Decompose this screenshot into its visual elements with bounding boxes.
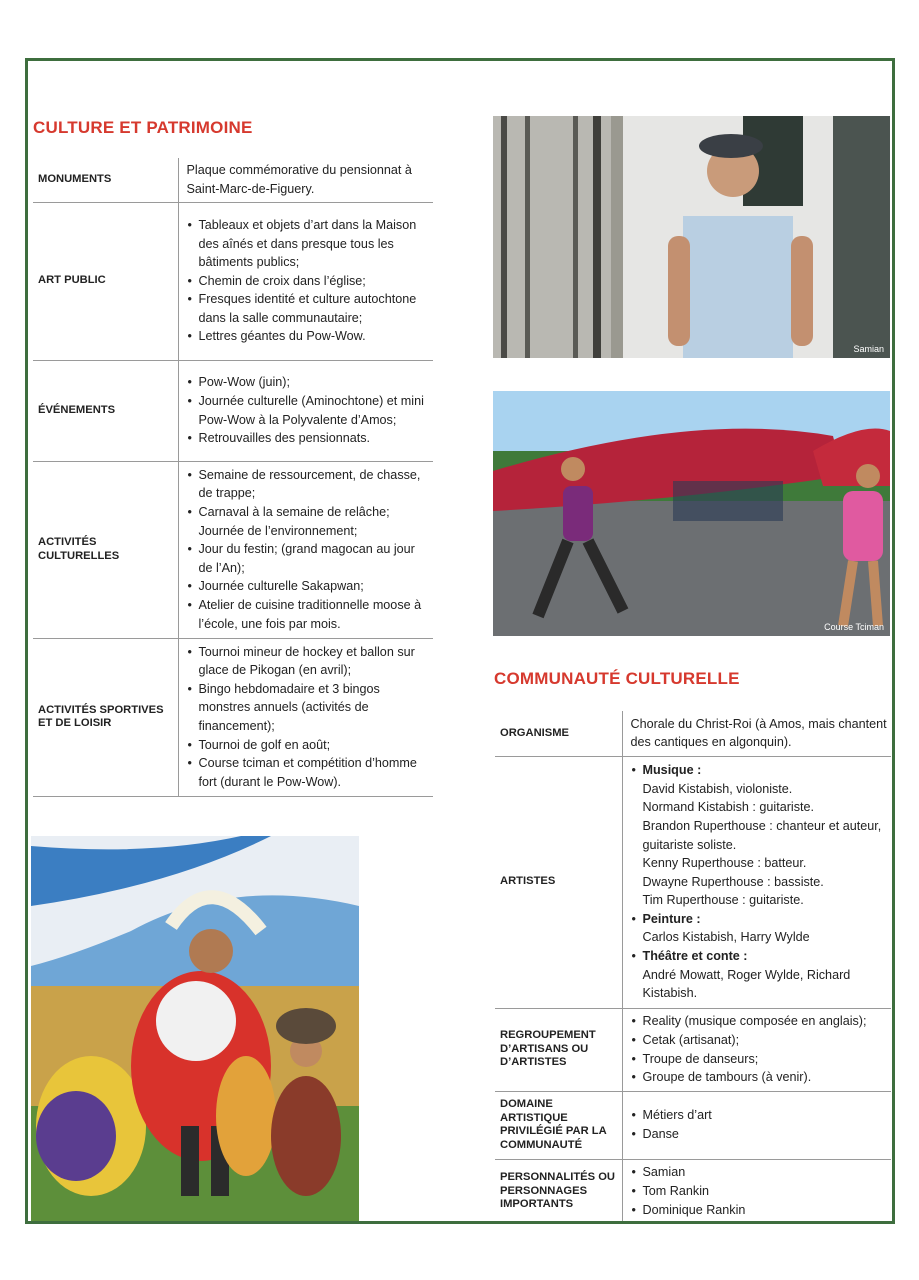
list-item: • Atelier de cuisine traditionnelle moose à l’école, une fois par mois.	[187, 596, 430, 633]
table-row	[33, 158, 433, 202]
list-item: • Lettres géantes du Pow-Wow.	[187, 327, 430, 346]
painting-heading: Peinture :	[642, 911, 701, 926]
canoe-race-image	[493, 391, 890, 636]
bullet-list	[631, 1012, 888, 1086]
powwow-dancer-photo	[31, 836, 359, 1221]
artist-line: David Kistabish, violoniste.	[642, 781, 793, 796]
list-item: • Tom Rankin	[631, 1182, 888, 1201]
artist-line: Carlos Kistabish, Harry Wylde	[642, 930, 810, 945]
row-label: MONUMENTS	[33, 158, 178, 202]
list-item: • Dominique Rankin	[631, 1201, 888, 1220]
row-value: Chorale du Christ-Roi (à Amos, mais chantent des cantiques en algonquin).	[630, 716, 887, 750]
samian-photo	[493, 116, 890, 358]
list-item: • Journée culturelle Sakapwan;	[187, 577, 430, 596]
list-item: • Reality (musique composée en anglais);	[631, 1012, 888, 1031]
powwow-dancer-image	[31, 836, 359, 1221]
list-item: • Danse	[631, 1125, 888, 1144]
list-item: • Jour du festin; (grand magocan au jour de l’An);	[187, 540, 430, 577]
photo-caption: Course Tciman	[824, 622, 884, 632]
table-row	[495, 1008, 891, 1091]
community-section-title: COMMUNAUTÉ CULTURELLE	[494, 669, 740, 688]
table-row	[33, 202, 433, 360]
artists-list	[631, 761, 888, 1003]
list-item: • Cetak (artisanat);	[631, 1031, 888, 1050]
row-label: ART PUBLIC	[33, 202, 178, 360]
bullet-list	[631, 1106, 888, 1143]
samian-image	[493, 116, 890, 358]
music-heading: Musique :	[642, 763, 702, 778]
artist-line: Normand Kistabish : guitariste.	[642, 800, 814, 815]
artist-line: André Mowatt, Roger Wylde, Richard Kistabish.	[642, 967, 851, 1001]
culture-table	[33, 158, 433, 797]
row-label: DOMAINE ARTISTIQUE PRIVILÉGIÉ PAR LA COMMUNAUTÉ	[495, 1091, 622, 1159]
table-row	[33, 360, 433, 461]
row-value: Plaque commémorative du pensionnat à Saint-Marc-de-Figuery.	[186, 163, 412, 196]
bullet-list	[187, 216, 430, 346]
row-label: REGROUPEMENT D’ARTISANS OU D’ARTISTES	[495, 1008, 622, 1091]
community-table	[495, 711, 891, 1223]
list-item: • Carnaval à la semaine de relâche; Journée de l’environnement;	[187, 503, 430, 540]
table-row	[495, 1159, 891, 1223]
list-item: • Journée culturelle (Aminochtone) et mini Pow-Wow à la Polyvalente d’Amos;	[187, 392, 430, 429]
theatre-heading: Théâtre et conte :	[642, 949, 748, 964]
table-row	[495, 711, 891, 756]
culture-section-title: CULTURE ET PATRIMOINE	[33, 118, 253, 137]
list-item: • Métiers d’art	[631, 1106, 888, 1125]
page-frame	[25, 58, 895, 1224]
row-label: ÉVÉNEMENTS	[33, 360, 178, 461]
artist-line: Tim Ruperthouse : guitariste.	[642, 893, 804, 908]
list-item: • Course tciman et compétition d’homme fort (durant le Pow-Wow).	[187, 754, 430, 791]
bullet-list	[187, 466, 430, 633]
list-item	[631, 910, 888, 947]
artist-line: Dwayne Ruperthouse : bassiste.	[642, 874, 824, 889]
table-row	[33, 461, 433, 638]
row-label: ACTIVITÉS SPORTIVES ET DE LOISIR	[33, 638, 178, 796]
list-item: • Samian	[631, 1163, 888, 1182]
list-item	[631, 761, 888, 910]
artist-line: Kenny Ruperthouse : batteur.	[642, 856, 807, 871]
table-row	[495, 756, 891, 1008]
photo-caption: Samian	[853, 344, 884, 354]
list-item	[631, 947, 888, 1003]
row-label: PERSONNALITÉS OU PERSONNAGES IMPORTANTS	[495, 1159, 622, 1223]
table-row	[33, 638, 433, 796]
list-item: • Tableaux et objets d’art dans la Maison des aînés et dans presque tous les bâtiments publics;	[187, 216, 430, 272]
bullet-list	[187, 643, 430, 792]
row-label: ACTIVITÉS CULTURELLES	[33, 461, 178, 638]
list-item: • Troupe de danseurs;	[631, 1050, 888, 1069]
list-item: • Groupe de tambours (à venir).	[631, 1068, 888, 1087]
row-label: ORGANISME	[495, 711, 622, 756]
list-item: • Bingo hebdomadaire et 3 bingos monstres annuels (activités de financement);	[187, 680, 430, 736]
list-item: • Fresques identité et culture autochtone dans la salle communautaire;	[187, 290, 430, 327]
row-label: ARTISTES	[495, 756, 622, 1008]
bullet-list	[631, 1163, 888, 1219]
list-item: • Semaine de ressourcement, de chasse, de trappe;	[187, 466, 430, 503]
artist-line: Brandon Ruperthouse : chanteur et auteur, guitariste soliste.	[642, 818, 882, 852]
list-item: • Tournoi mineur de hockey et ballon sur glace de Pikogan (en avril);	[187, 643, 430, 680]
list-item: • Tournoi de golf en août;	[187, 736, 430, 755]
list-item: • Pow-Wow (juin);	[187, 373, 430, 392]
bullet-list	[187, 373, 430, 447]
canoe-race-photo	[493, 391, 890, 636]
list-item: • Retrouvailles des pensionnats.	[187, 429, 430, 448]
list-item: • Chemin de croix dans l’église;	[187, 272, 430, 291]
table-row	[495, 1091, 891, 1159]
